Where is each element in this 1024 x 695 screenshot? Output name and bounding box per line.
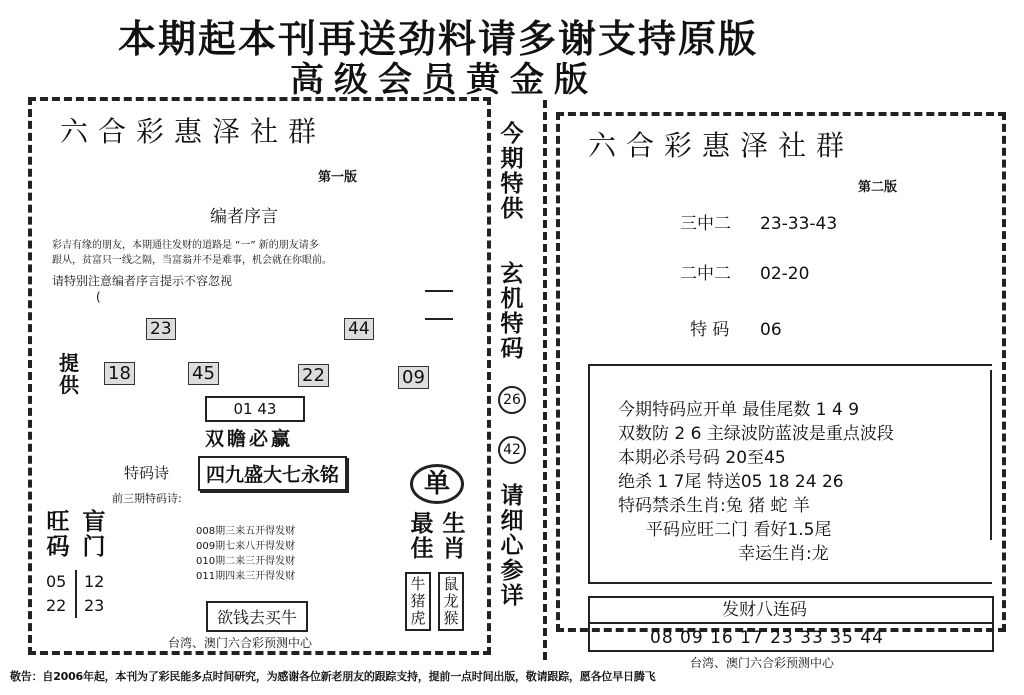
best-label: 最佳 bbox=[410, 511, 434, 562]
wang-number-1: 05 bbox=[46, 572, 67, 591]
mang-number-2: 23 bbox=[84, 596, 105, 615]
zodiac-box-b: 鼠龙猴 bbox=[438, 572, 464, 631]
two-two-label: 二中二 bbox=[680, 264, 731, 284]
preface-line-2: 跟从，贫富只一线之隔，当富翁并不是难事，机会就在你眼前。 bbox=[52, 255, 332, 266]
two-two-value: 02-20 bbox=[760, 264, 810, 284]
paren-mark: ( bbox=[96, 290, 101, 304]
dan-badge: 单 bbox=[410, 464, 464, 504]
info-line-6: 平码应旺二门 看好1.5尾 bbox=[646, 520, 832, 540]
provide-number-2: 45 bbox=[188, 362, 219, 385]
buy-cow-box: 欲钱去买牛 bbox=[206, 601, 308, 632]
wang-divider bbox=[75, 570, 77, 618]
middle-dash-line bbox=[543, 100, 547, 660]
preface-note: 请特别注意编者序言提示不容忽视 bbox=[52, 274, 233, 288]
right-bottom-cut-text: 台湾、澳门六合彩预测中心 bbox=[690, 656, 835, 670]
preface-title: 编者序言 bbox=[210, 207, 278, 227]
center-name: 台湾、澳门六合彩预测中心 bbox=[168, 636, 313, 650]
previous-line-2: 009期七来八开得发财 bbox=[196, 541, 296, 552]
previous-label: 前三期特码诗: bbox=[112, 492, 182, 505]
poem-label: 特码诗 bbox=[124, 464, 170, 482]
divider-short-1 bbox=[425, 290, 453, 292]
zodiac-box-a: 牛猪虎 bbox=[405, 572, 431, 631]
number-23: 23 bbox=[146, 318, 176, 340]
circle-number-b: 42 bbox=[498, 436, 526, 464]
footer-notice: 敬告：自2006年起，本刊为了彩民能多点时间研究，为感谢各位新老朋友的跟踪支持，提前一点时间出版，敬请跟踪，愿各位早日腾飞 bbox=[10, 670, 656, 683]
header-line-1: 本期起本刊再送劲料请多谢支持原版 bbox=[118, 17, 759, 61]
previous-line-1: 008期三来五开得发财 bbox=[196, 526, 296, 537]
left-edition: 第一版 bbox=[318, 170, 358, 185]
fortune-divider bbox=[588, 622, 994, 624]
fortune-numbers: 08 09 16 17 23 33 35 44 bbox=[650, 628, 884, 648]
right-title: 六合彩惠泽社群 bbox=[588, 129, 855, 162]
three-two-label: 三中二 bbox=[680, 214, 731, 234]
middle-top-text: 今期特供 bbox=[500, 121, 524, 222]
previous-line-3: 010期二来三开得发财 bbox=[196, 556, 296, 567]
wang-label: 旺码 bbox=[46, 509, 70, 560]
previous-line-4: 011期四来三开得发财 bbox=[196, 571, 296, 582]
preface-line-1: 彩吉有缘的朋友，本期通往发财的道路是 “一” 新的朋友请多 bbox=[52, 240, 319, 251]
circle-number-a: 26 bbox=[498, 386, 526, 414]
number-44: 44 bbox=[344, 318, 374, 340]
provide-number-3: 22 bbox=[298, 364, 329, 387]
info-line-7: 幸运生肖:龙 bbox=[738, 544, 829, 564]
right-edition: 第二版 bbox=[858, 180, 898, 195]
double-shot: 双瞻必赢 bbox=[205, 428, 294, 450]
middle-bottom-text: 请细心参详 bbox=[500, 483, 524, 609]
provide-label: 提供 bbox=[59, 351, 79, 397]
special-label: 特 码 bbox=[690, 320, 730, 340]
zodiac-label: 生肖 bbox=[442, 511, 466, 562]
right-bottom-cut-wrap bbox=[690, 654, 890, 670]
info-line-1: 今期特码应开单 最佳尾数 1 4 9 bbox=[618, 400, 860, 420]
info-line-4: 绝杀 1 7尾 特送05 18 24 26 bbox=[618, 472, 844, 492]
special-value: 06 bbox=[760, 320, 782, 340]
info-line-3: 本期必杀号码 20至45 bbox=[618, 448, 786, 468]
divider-short-2 bbox=[425, 318, 453, 320]
two-two-row bbox=[676, 262, 810, 284]
fortune-title: 发财八连码 bbox=[722, 600, 807, 620]
left-title: 六合彩惠泽社群 bbox=[60, 115, 327, 148]
poem-box: 四九盛大七永铭 bbox=[198, 456, 347, 491]
info-line-2: 双数防 2 6 主绿波防蓝波是重点波段 bbox=[618, 424, 894, 444]
combo-box: 01 43 bbox=[205, 396, 305, 422]
info-line-5: 特码禁杀生肖:兔 猪 蛇 羊 bbox=[618, 496, 810, 516]
wang-number-2: 22 bbox=[46, 596, 67, 615]
header-line-2: 高级会员黄金版 bbox=[290, 60, 598, 100]
provide-number-1: 18 bbox=[104, 362, 135, 385]
info-box-right-edge bbox=[990, 370, 992, 540]
mang-label: 盲门 bbox=[82, 509, 106, 560]
middle-mid-text: 玄机特码 bbox=[500, 261, 524, 362]
provide-number-4: 09 bbox=[398, 366, 429, 389]
mang-number-1: 12 bbox=[84, 572, 105, 591]
three-two-value: 23-33-43 bbox=[760, 214, 838, 234]
